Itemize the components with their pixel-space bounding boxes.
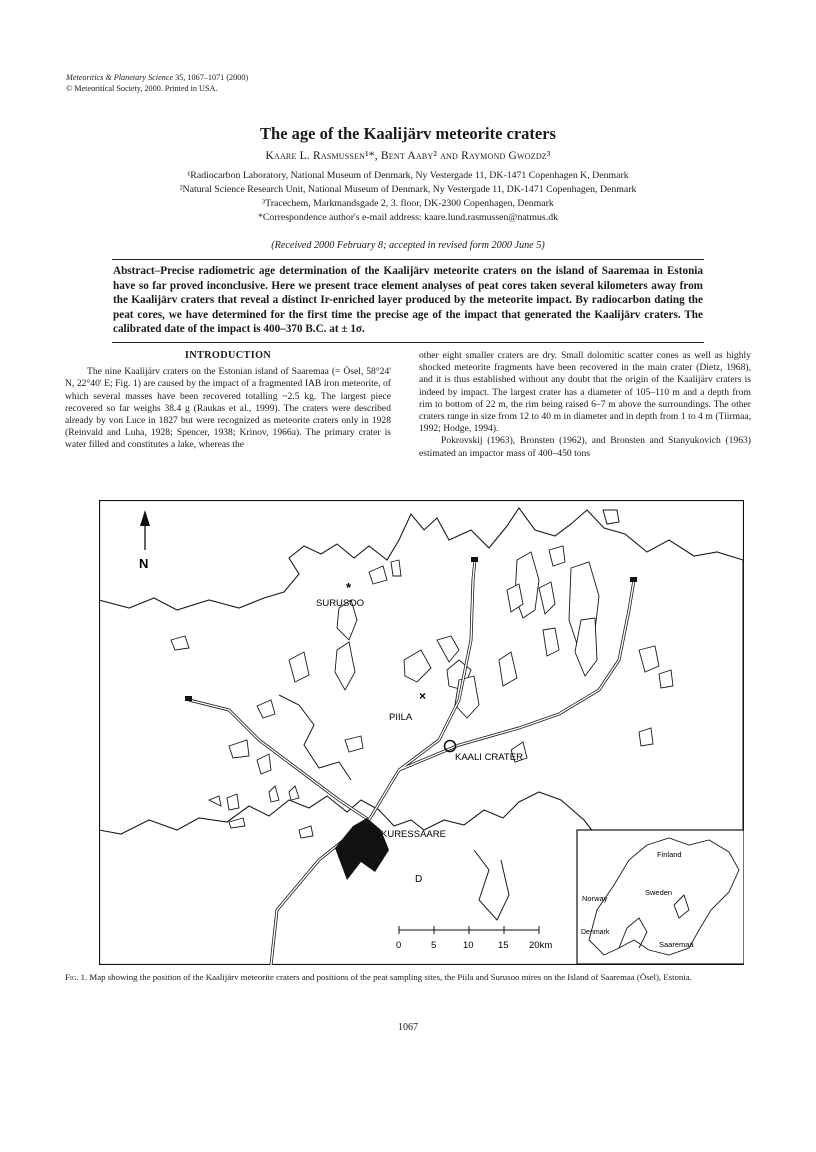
author-list: Kaare L. Rasmussen¹*, Bent Aaby² and Raymond Gwozdz³	[265, 150, 551, 162]
right-column	[419, 350, 751, 460]
north-label: N	[139, 556, 149, 571]
intro-paragraph-1: The nine Kaalijärv craters on the Estonian island of Saaremaa (= Ösel, 58°24' N, 22°40' E; Fig. 1) are caused by the impact of a fragmented IAB iron meteorite, of which several masses have been recovered totalling ~2.5 kg. The largest piece recovered so far weighs 38.4 g (Raukas et al., 1999). The craters were described already by von Luce in 1827 but were recognized as meteorite craters only in 1928 (Reinvald and Luha, 1928; Spencer, 1938; Krinov, 1966a). The primary crater is water filled and constitutes a lake, whereas the	[65, 366, 391, 451]
label-kuressaare: KURESSAARE	[381, 829, 446, 840]
inset-label-sweden: Sweden	[645, 888, 673, 897]
inset-label-finland: Finland	[657, 850, 682, 859]
section-heading-introduction: INTRODUCTION	[184, 350, 272, 361]
abstract-bottom-rule	[112, 342, 704, 343]
scale-tick-15: 15	[498, 940, 509, 951]
received-dates: (Received 2000 February 8; accepted in revised form 2000 June 5)	[271, 240, 545, 251]
affiliation-3: ³Tracechem, Markmandsgade 2, 3. floor, DK-2300 Copenhagen, Denmark	[262, 198, 554, 209]
figure-map	[99, 500, 744, 965]
roads	[189, 560, 634, 965]
figure-caption-label: Fig. 1.	[65, 972, 88, 982]
intro-paragraph-2: Pokrovskij (1963), Bronsten (1962), and Bronsten and Stanyukovich (1963) estimated an impactor mass of 400–450 tons	[419, 435, 751, 459]
scale-bar	[399, 926, 539, 934]
scale-tick-10: 10	[463, 940, 474, 951]
north-arrow	[140, 510, 150, 550]
surusoo-site-marker: *	[346, 580, 352, 595]
page-number: 1067	[398, 1022, 418, 1033]
label-kaali-crater: KAALI CRATER	[455, 752, 523, 763]
scale-tick-20km: 20km	[529, 940, 553, 951]
journal-copyright: © Meteoritical Society, 2000. Printed in USA.	[66, 84, 218, 93]
label-piila: PIILA	[389, 712, 413, 723]
paper-title: The age of the Kaalijärv meteorite craters	[260, 124, 556, 143]
affiliation-1: ¹Radiocarbon Laboratory, National Museum of Denmark, Ny Vestergade 11, DK-1471 Copenhagen K, Denmark	[187, 170, 629, 181]
affiliations	[0, 169, 816, 225]
figure-caption	[65, 972, 751, 983]
inset-label-saaremaa: Saaremaa	[659, 940, 694, 949]
label-surusoo: SURUSOO	[316, 598, 365, 609]
abstract-top-rule	[112, 259, 704, 260]
piila-site-marker: ×	[419, 689, 427, 703]
abstract-text: –Precise radiometric age determination of the Kaalijärv meteorite craters on the island of Saaremaa in Estonia have so far proved inconclusive. Here we present trace element analyses of peat cores taken several kilometers away from the Kaalijärv craters that reveal a distinct Ir-enriched layer produced by the meteorite impact. By radiocarbon dating the peat cores, we have determined for the first time the precise age of the impact that generated the Kaalijärv craters. The calibrated date of the impact is 400–370 B.C. at ± 1σ.	[113, 265, 703, 336]
inset-label-norway: Norway	[582, 894, 608, 903]
mire-patches	[289, 546, 599, 718]
bay-coastline	[279, 695, 351, 780]
label-d: D	[415, 874, 423, 885]
abstract-label: Abstract	[113, 265, 155, 277]
southern-islet	[474, 850, 509, 920]
journal-citation: 35, 1067–1071 (2000)	[173, 73, 249, 82]
road-end-marker-west	[185, 696, 192, 701]
journal-header	[66, 72, 248, 94]
road-end-marker-north	[471, 557, 478, 562]
journal-name: Meteoritics & Planetary Science	[66, 73, 174, 82]
scale-tick-5: 5	[431, 940, 437, 951]
scale-tick-0: 0	[396, 940, 402, 951]
northern-islet	[603, 510, 619, 524]
figure-caption-text: Map showing the position of the Kaalijärv meteorite craters and positions of the peat sampling sites, the Piila and Surusoo mires on the Island of Saaremaa (Ösel), Estonia.	[87, 972, 692, 982]
intro-paragraph-1-continued: other eight smaller craters are dry. Small dolomitic scatter cones as well as highly shocked meteorite fragments have been recovered in the main crater (Dietz, 1968), and it is thus established without any doubt that the origin of the Kaalijärv craters is indeed by impact. The largest crater has a diameter of 105–110 m and a depth from rim to bottom of 22 m, the rim being raised 6–7 m above the surroundings. The other craters range in size from 12 to 40 m in diameter and in depth from 1 to 4 m (Tiirmaa, 1992; Hodge, 1994).	[419, 350, 751, 435]
abstract	[113, 264, 703, 337]
kuressaare-town	[335, 818, 389, 880]
inset-label-denmark: Denmark	[581, 929, 610, 936]
correspondence-email: *Correspondence author's e-mail address: kaare.lund.rasmussen@natmus.dk	[258, 212, 558, 223]
left-column	[65, 350, 391, 452]
road-end-marker-east	[630, 577, 637, 582]
affiliation-2: ²Natural Science Research Unit, National Museum of Denmark, Ny Vestergade 11, DK-1471 Copenhagen, Denmark	[179, 184, 637, 195]
